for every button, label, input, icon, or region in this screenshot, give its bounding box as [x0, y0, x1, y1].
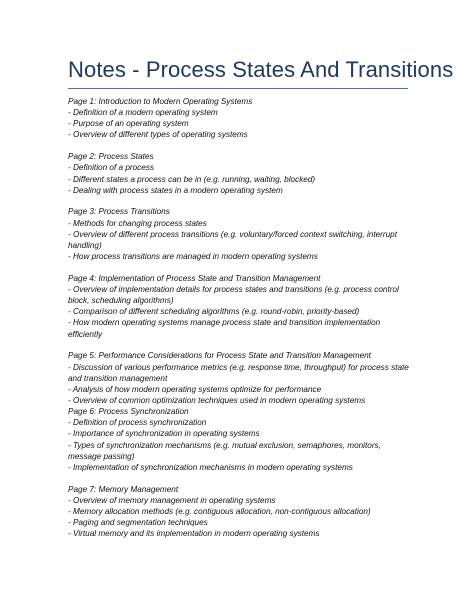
list-item: - Comparison of different scheduling algorithms (e.g. round-robin, priority-based) [68, 307, 360, 317]
list-item: - Types of synchronization mechanisms (e.g. mutual exclusion, semaphores, monitors, message passing) [68, 440, 381, 461]
section-page-4 [68, 273, 413, 340]
list-item: - Paging and segmentation techniques [68, 518, 208, 528]
section-page-6 [68, 406, 413, 473]
list-item: - Different states a process can be in (e.g. running, waiting, blocked) [68, 174, 316, 184]
list-item: - Virtual memory and its implementation in modern operating systems [68, 529, 320, 539]
list-item: - Implementation of synchronization mechanisms in modern operating systems [68, 462, 353, 472]
list-item: - Methods for changing process states [68, 218, 207, 228]
list-item: - How modern operating systems manage process state and transition implementation efficiently [68, 318, 381, 339]
section-heading: Page 1: Introduction to Modern Operating Systems [68, 97, 253, 106]
list-item: - Overview of memory management in operating systems [68, 495, 276, 505]
section-page-2 [68, 151, 413, 196]
section-heading: Page 3: Process Transitions [68, 207, 170, 217]
list-item: - Memory allocation methods (e.g. contiguous allocation, non-contiguous allocation) [68, 506, 371, 516]
list-item: - Overview of common optimization techniques used in modern operating systems [68, 395, 366, 405]
list-item: - Overview of different process transitions (e.g. voluntary/forced context switching, interrupt handling) [68, 229, 398, 250]
list-item: - Importance of synchronization in operating systems [68, 429, 260, 439]
list-item: - Dealing with process states in a modern operating system [68, 185, 283, 195]
section-heading: Page 7: Memory Management [68, 484, 179, 494]
list-item: - How process transitions are managed in modern operating systems [68, 252, 318, 262]
section-page-1 [68, 96, 413, 141]
list-item: - Discussion of various performance metrics (e.g. response time, throughput) for process state and transition management [68, 362, 409, 383]
section-page-3 [68, 206, 413, 262]
document-body [68, 96, 413, 539]
list-item: - Purpose of an operating system [68, 119, 189, 129]
list-item: - Definition of process synchronization [68, 418, 207, 428]
section-page-7 [68, 484, 413, 540]
section-heading: Page 6: Process Synchronization [68, 407, 189, 417]
list-item: - Definition of a process [68, 163, 155, 173]
list-item: - Overview of different types of operating systems [68, 130, 248, 140]
list-item: - Overview of implementation details for process states and transitions (e.g. process control block, scheduling algorithms) [68, 284, 399, 306]
section-heading: Page 5: Performance Considerations for Process State and Transition Management [68, 351, 371, 361]
title-underline [68, 88, 408, 89]
section-heading: Page 2: Process States [68, 152, 154, 162]
list-item: - Definition of a modern operating system [68, 108, 218, 118]
list-item: - Analysis of how modern operating systems optimize for performance [68, 384, 322, 394]
section-page-5 [68, 350, 413, 406]
document-title: Notes - Process States And Transitions [68, 57, 454, 82]
section-heading: Page 4: Implementation of Process State and Transition Management [68, 273, 321, 283]
